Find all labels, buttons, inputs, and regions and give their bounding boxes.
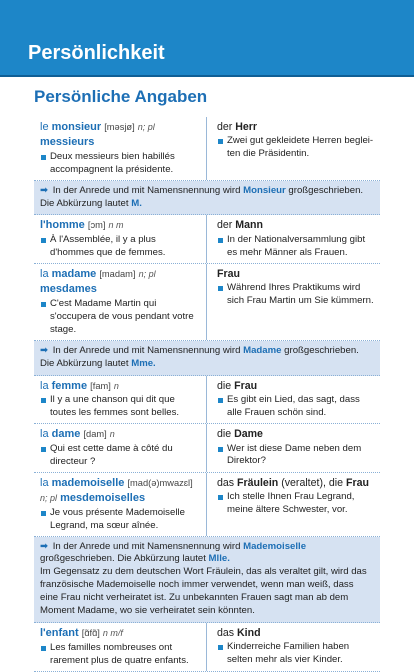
french-headword (40, 267, 200, 297)
headword: Mann (235, 219, 263, 232)
german-example: Ich stelle Ihnen Frau Legrand, meine ältere Schwester, vor. (217, 491, 374, 517)
german-headword: der Mann (217, 219, 263, 232)
german-headword: der Herr (217, 121, 258, 133)
french-column (34, 376, 207, 424)
entry-row (34, 376, 380, 425)
headword: l'enfant (40, 627, 79, 640)
german-column (207, 473, 380, 536)
grammar-note: n; pl (138, 269, 156, 280)
headword: madame (51, 268, 97, 281)
pronunciation: [dam] (83, 429, 107, 440)
entry-row (34, 623, 380, 672)
headword-alt: Frau (345, 476, 369, 489)
entry-row (34, 424, 380, 473)
pronunciation: [madam] (99, 269, 136, 280)
german-column (207, 215, 380, 263)
french-column (34, 117, 207, 180)
plural-form: mesdemoiselles (60, 491, 146, 504)
french-column (34, 264, 207, 340)
french-headword (40, 379, 200, 394)
german-headword: die Frau (217, 379, 258, 392)
pronunciation: [ɔm] (87, 220, 106, 231)
french-headword (40, 218, 200, 233)
german-column (207, 117, 380, 180)
arrow-icon: ➡ (40, 540, 49, 552)
german-headword: die Dame (217, 428, 263, 441)
plural-form: mesdames (40, 283, 97, 295)
entry-row (34, 264, 380, 341)
article: la (40, 476, 52, 489)
usage-note: ➡ In der Anrede und mit Namensnennung wird Monsieur großgeschrieben. Die Abkürzung lautet M. (34, 181, 380, 216)
german-example: Zwei gut gekleidete Herren beglei-ten die Präsidentin. (217, 135, 374, 161)
entry-row (34, 215, 380, 264)
headword: Dame (234, 428, 263, 441)
note-abbreviation: Mme. (131, 357, 156, 369)
entry-row (34, 473, 380, 537)
article: le (40, 121, 52, 133)
plural-form: messieurs (40, 135, 95, 148)
headword: Herr (235, 121, 258, 133)
vocabulary-table (34, 117, 380, 672)
french-example: Je vous présente Mademoiselle Legrand, ma sœur aînée. (40, 507, 200, 533)
headword: Frau (217, 268, 240, 281)
note-keyword: Madame (243, 344, 282, 356)
headword: Frau (234, 379, 258, 392)
grammar-note: n; pl (137, 122, 155, 132)
french-column (34, 623, 207, 671)
grammar-note: n m/f (102, 628, 123, 639)
french-example: Les familles nombreuses ont rarement plus de quatre enfants. (40, 642, 200, 668)
german-example: Während Ihres Praktikums wird sich Frau Martin um Sie kümmern. (217, 282, 374, 308)
usage-note: ➡ In der Anrede und mit Namensnennung wird Madame großgeschrieben. Die Abkürzung lautet Mme. (34, 341, 380, 376)
chapter-title: Persönlichkeit (28, 42, 165, 64)
chapter-header (0, 0, 414, 77)
pronunciation: [mad(ə)mwazɛl] (127, 477, 193, 488)
german-column (207, 424, 380, 472)
grammar-note: n (113, 380, 119, 391)
article: la (40, 268, 52, 281)
german-headword: das Kind (217, 627, 261, 640)
pronunciation: [ɑ̃fɑ̃] (81, 628, 100, 639)
german-example: Es gibt ein Lied, das sagt, dass alle Frauen schön sind. (217, 394, 374, 420)
headword: l'homme (40, 219, 85, 232)
arrow-icon: ➡ (40, 184, 49, 196)
french-column (34, 215, 207, 263)
note-text: Im Gegensatz zu dem deutschen Wort Fräulein, das als veraltet gilt, wird das französische Mademoiselle noch immer verwendet, wenn man weiß, dass eine Frau nicht verheiratet ist. Zu unbekannten Frauen sagt man ab dem Moment Madame, wo sie verheiratet sein könnten. (40, 566, 367, 617)
note-keyword: Monsieur (243, 184, 286, 196)
section-title: Persönliche Angaben (34, 87, 208, 106)
grammar-note: n; pl (40, 492, 58, 503)
headword: monsieur (51, 121, 102, 133)
headword: mademoiselle (51, 476, 125, 489)
headword: Kind (237, 627, 261, 640)
french-column (34, 473, 207, 536)
german-example: Kinderreiche Familien haben selten mehr als vier Kinder. (217, 641, 374, 667)
german-example: Wer ist diese Dame neben dem Direktor? (217, 443, 374, 469)
arrow-icon: ➡ (40, 344, 49, 356)
french-example: Il y a une chanson qui dit que toutes les femmes sont belles. (40, 394, 200, 420)
german-headword: das Fräulein (veraltet), die Frau (217, 476, 369, 489)
article: la (40, 428, 52, 441)
grammar-note: n m (108, 220, 124, 231)
german-column (207, 623, 380, 671)
article: la (40, 379, 52, 392)
note-abbreviation: M. (131, 197, 142, 209)
french-headword (40, 626, 200, 641)
grammar-note: n (109, 429, 115, 440)
german-column (207, 264, 380, 340)
entry-row (34, 117, 380, 181)
french-example: À l'Assemblée, il y a plus d'hommes que de femmes. (40, 234, 200, 260)
headword: femme (51, 379, 88, 392)
french-column (34, 424, 207, 472)
pronunciation: [fam] (90, 380, 111, 391)
german-column (207, 376, 380, 424)
french-headword (40, 427, 200, 442)
headword: Fräulein (237, 476, 279, 489)
french-example: C'est Madame Martin qui s'occupera de vous pendant votre stage. (40, 298, 200, 337)
note-abbreviation: Mlle. (208, 553, 230, 565)
headword: dame (51, 428, 81, 441)
note-keyword: Mademoiselle (243, 540, 307, 552)
french-headword (40, 476, 200, 506)
french-example: Qui est cette dame à côté du directeur ? (40, 443, 200, 469)
usage-note: ➡ In der Anrede und mit Namensnennung wird Mademoiselle großgeschrieben. Die Abkürzung lautet Mlle. Im Gegensatz zu dem deutschen Wort Fräulein, das als veraltet gilt, wird das französische Mademoiselle noch immer verwendet, wenn man weiß, dass eine Frau nicht verheiratet ist. Zu unbekannten Frauen sagt man ab dem Moment Madame, wo sie verheiratet sein könnten. (34, 537, 380, 624)
german-example: In der Nationalversammlung gibt es mehr Männer als Frauen. (217, 234, 374, 260)
pronunciation: [məsjø] (104, 122, 135, 132)
french-example: Deux messieurs bien habillés accompagnent la présidente. (40, 151, 200, 177)
french-headword (40, 120, 200, 150)
german-headword (217, 267, 374, 281)
